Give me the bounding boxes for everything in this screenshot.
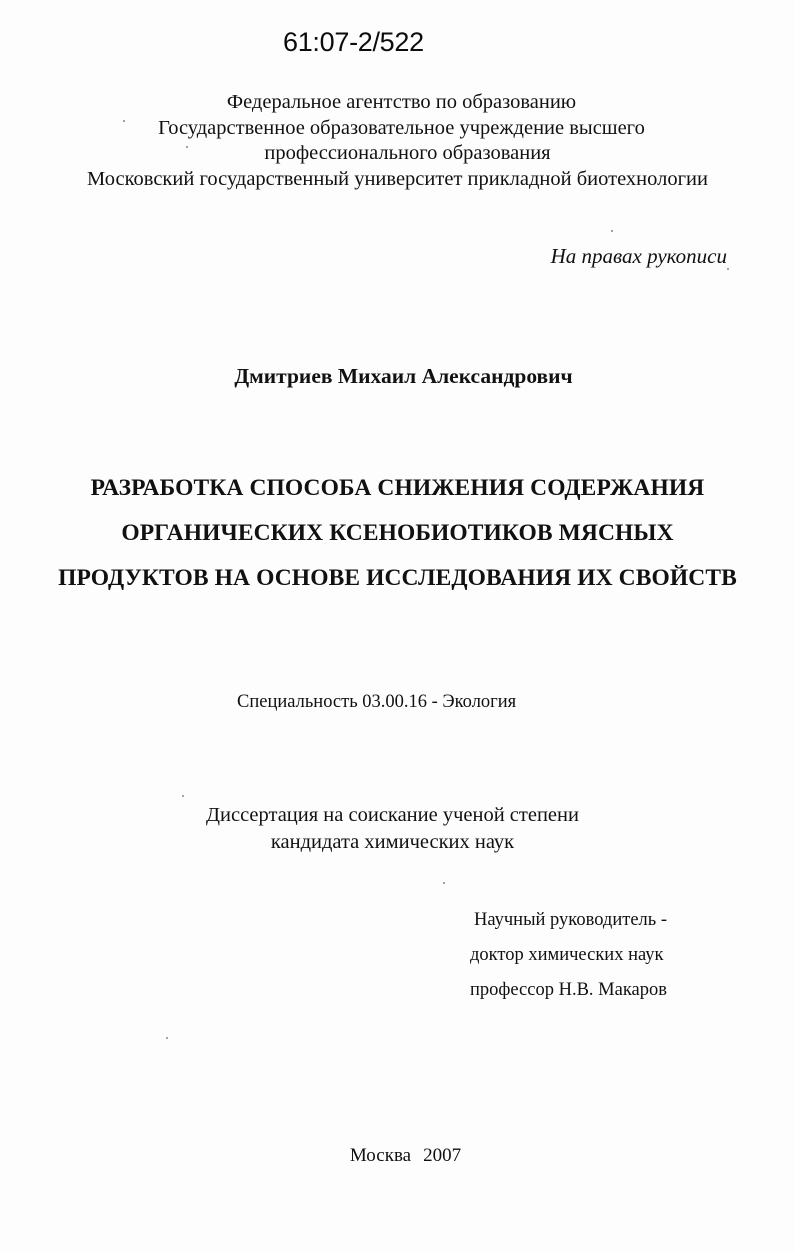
city-year bbox=[0, 1145, 795, 1167]
scan-speck bbox=[166, 1037, 168, 1039]
year: 2007 bbox=[423, 1145, 462, 1166]
organization-line: Московский государственный университет прикладной биотехнологии bbox=[87, 167, 708, 190]
specialty: Специальность 03.00.16 - Экология bbox=[237, 692, 517, 712]
scan-speck bbox=[186, 146, 188, 148]
supervisor-line: Научный руководитель - bbox=[474, 910, 667, 930]
scan-speck bbox=[182, 795, 184, 797]
degree-line: Диссертация на соискание ученой степени bbox=[206, 804, 579, 826]
degree-line: кандидата химических наук bbox=[270, 831, 515, 853]
thesis-title-line: РАЗРАБОТКА СПОСОБА СНИЖЕНИЯ СОДЕРЖАНИЯ bbox=[90, 475, 705, 501]
organization-line: Государственное образовательное учреждение высшего bbox=[158, 116, 645, 139]
city: Москва bbox=[349, 1145, 412, 1166]
thesis-title-line: ОРГАНИЧЕСКИХ КСЕНОБИОТИКОВ МЯСНЫХ bbox=[121, 520, 674, 546]
degree-statement bbox=[150, 802, 635, 856]
catalog-code: 61:07-2/522 bbox=[283, 27, 424, 57]
scan-speck bbox=[443, 882, 445, 884]
manuscript-note: На правах рукописи bbox=[550, 244, 727, 268]
thesis-title-line: ПРОДУКТОВ НА ОСНОВЕ ИССЛЕДОВАНИЯ ИХ СВОЙСТВ bbox=[58, 565, 737, 591]
author-name: Дмитриев Михаил Александрович bbox=[234, 364, 573, 388]
organization-header bbox=[0, 90, 795, 192]
scan-speck bbox=[611, 230, 613, 232]
supervisor-line: доктор химических наук bbox=[470, 945, 664, 965]
supervisor-line: профессор Н.В. Макаров bbox=[470, 980, 667, 1000]
organization-line: Федеральное агентство по образованию bbox=[226, 91, 577, 113]
scan-speck bbox=[123, 120, 125, 122]
scan-speck bbox=[727, 268, 729, 270]
organization-line: профессионального образования bbox=[264, 142, 551, 164]
thesis-title bbox=[0, 466, 795, 601]
